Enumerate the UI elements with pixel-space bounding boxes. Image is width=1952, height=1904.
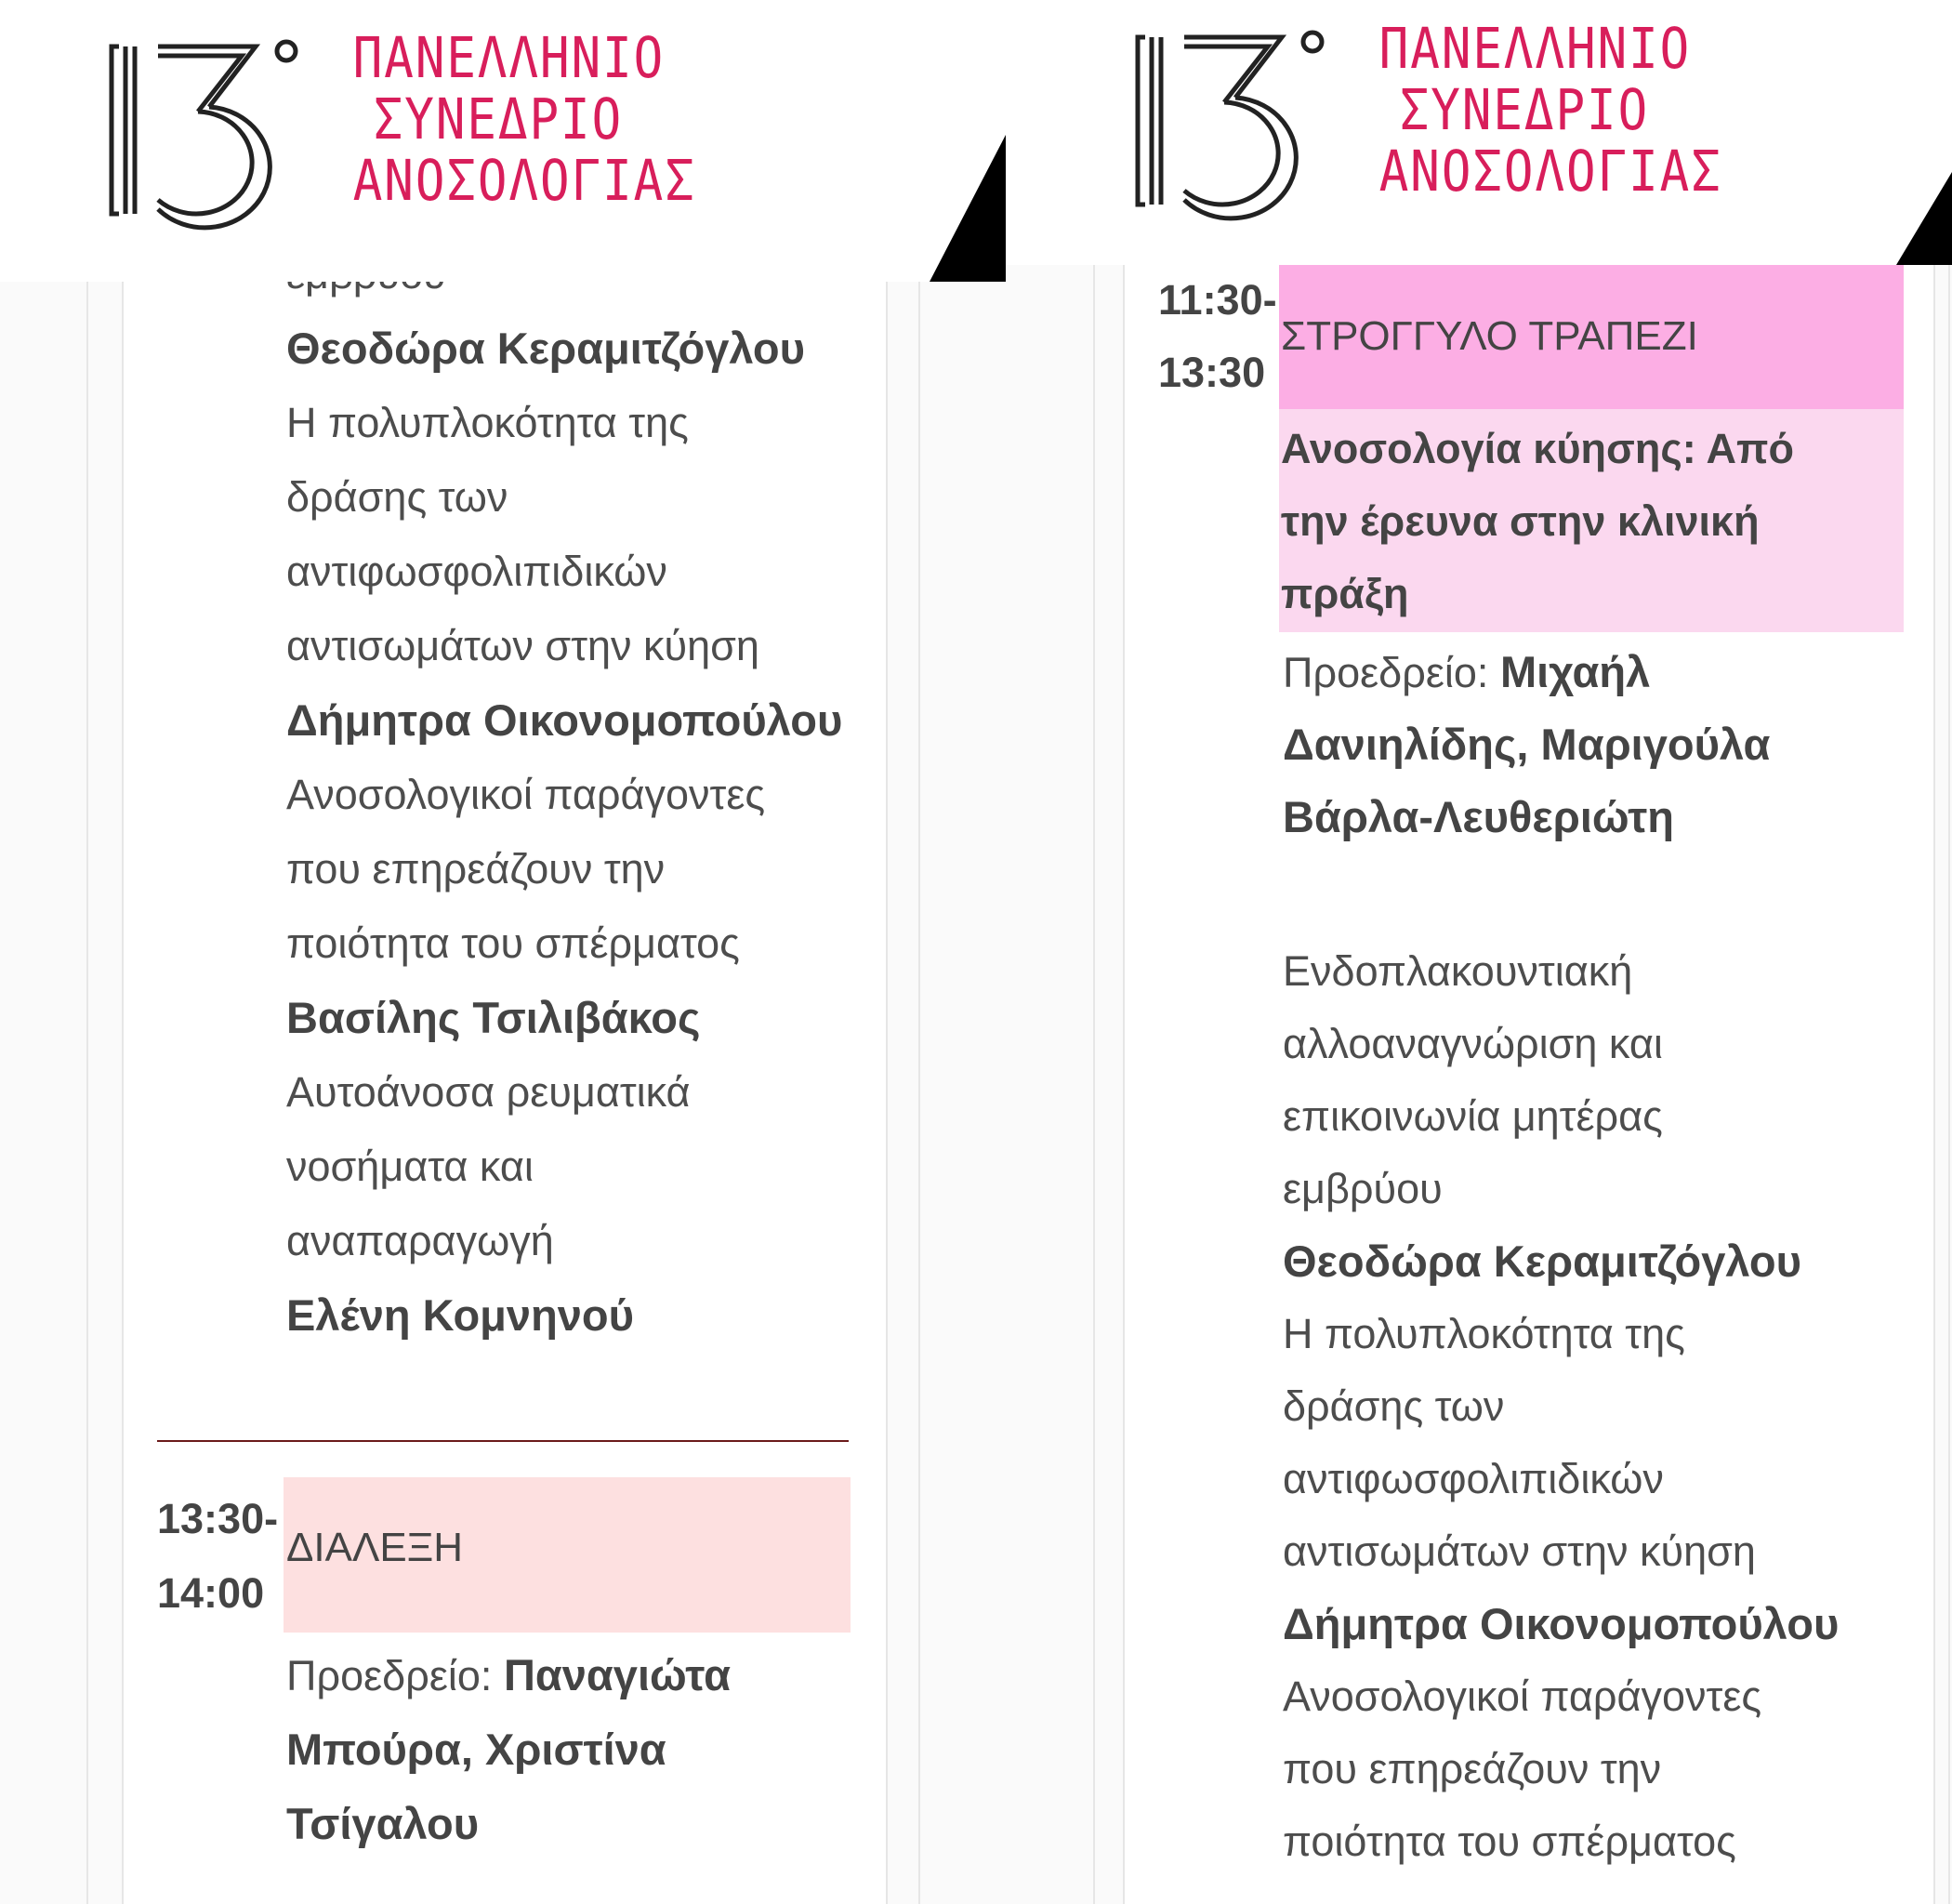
talk-title-line: αντιφωσφολιπιδικών [1283, 1455, 1664, 1502]
talk-title-line: νοσήματα και [286, 1143, 534, 1190]
right-screenshot-panel [1006, 0, 1952, 1904]
talk-title-line: επικοινωνία μητέρας [1283, 1092, 1663, 1140]
chair-label: Προεδρείο: [286, 1652, 493, 1699]
logo-line: ΣΥΝΕΔΡΙΟ [373, 87, 623, 152]
talk-title-line: Ενδοπλακουντιακή [1283, 947, 1633, 995]
talk-title-line: Ανοσολογικοί παράγοντες [286, 771, 766, 818]
session-subtitle: πράξη [1281, 570, 1409, 617]
corner-triangle-decoration [1896, 172, 1952, 265]
logo-line: ΑΝΟΣΟΛΟΓΙΑΣ [352, 149, 696, 214]
logo-line: ΣΥΝΕΔΡΙΟ [1399, 78, 1649, 143]
session-subtitle: την έρευνα στην κλινική [1281, 497, 1760, 545]
chair-names: Βάρλα-Λευθεριώτη [1283, 792, 1674, 841]
talk-title-line: αναπαραγωγή [286, 1217, 554, 1264]
session-time-end: 14:00 [157, 1569, 265, 1617]
logo-number-icon [1119, 9, 1333, 223]
session-title: ΣΤΡΟΓΓΥΛΟ ΤΡΑΠΕΖΙ [1281, 313, 1698, 359]
session-time-start: 11:30- [1158, 276, 1277, 324]
logo-line: ΠΑΝΕΛΛΗΝΙΟ [1378, 17, 1692, 82]
logo-line: ΠΑΝΕΛΛΗΝΙΟ [352, 26, 666, 91]
corner-triangle-decoration [930, 135, 1006, 282]
talk-title-line: ποιότητα του σπέρματος [286, 919, 740, 967]
speaker-name: Ελένη Κομνηνού [286, 1290, 634, 1340]
chair-names: Δανιηλίδης, Μαριγούλα [1283, 720, 1771, 769]
logo-number-icon [93, 19, 307, 232]
talk-title-line: αλλοαναγνώριση και [1283, 1020, 1663, 1067]
chair-name: Μιχαήλ [1499, 647, 1651, 696]
talk-title-line: Αυτοάνοσα ρευματικά [286, 1068, 691, 1116]
chair-name: Παναγιώτα [503, 1650, 731, 1699]
talk-title-line: Η πολυπλοκότητα της [286, 399, 689, 446]
logo-line: ΑΝΟΣΟΛΟΓΙΑΣ [1378, 139, 1722, 205]
talk-title-line: Η πολυπλοκότητα της [1283, 1310, 1685, 1357]
conference-header [1006, 0, 1952, 265]
logo-wordmark [316, 26, 696, 214]
session-title-band [1279, 264, 1904, 409]
chair-line [1283, 635, 1650, 710]
session-time-end: 13:30 [1158, 349, 1266, 396]
talk-title-line: εμβρύου [1283, 1165, 1443, 1212]
talk-title-line: που επηρεάζουν την [1283, 1745, 1662, 1792]
talk-title-line: ποιότητα του σπέρματος [1283, 1818, 1736, 1865]
page-border-right [918, 0, 920, 1904]
chair-names: Τσίγαλου [286, 1799, 480, 1848]
talk-title-line: Ανοσολογικοί παράγοντες [1283, 1673, 1762, 1720]
session-subtitle: Ανοσολογία κύησης: Από [1281, 425, 1794, 472]
speaker-name: Δήμητρα Οικονομοπούλου [1283, 1599, 1840, 1648]
conference-header [0, 0, 1006, 282]
chair-label: Προεδρείο: [1283, 649, 1489, 696]
session-subtitle-band [1279, 409, 1904, 632]
talk-title-line: που επηρεάζουν την [286, 845, 666, 892]
speaker-name: Δήμητρα Οικονομοπούλου [286, 695, 843, 745]
session-divider [157, 1440, 849, 1442]
session-time-start: 13:30- [157, 1495, 279, 1542]
page-border-left [86, 0, 88, 1904]
talk-title-line: αντιφωσφολιπιδικών [286, 548, 667, 595]
talk-title-line: δράσης των [286, 473, 508, 521]
session-title-band [284, 1477, 851, 1633]
talk-title-line: δράσης των [1283, 1382, 1505, 1430]
logo-wordmark [1342, 17, 1722, 205]
chair-line [286, 1638, 731, 1713]
speaker-name: Θεοδώρα Κεραμιτζόγλου [1283, 1236, 1801, 1286]
speaker-name: Θεοδώρα Κεραμιτζόγλου [286, 324, 805, 373]
talk-title-line: αντισωμάτων στην κύηση [286, 622, 759, 669]
speaker-name: Βασίλης Τσιλιβάκος [286, 993, 701, 1042]
session-title: ΔΙΑΛΕΞΗ [286, 1525, 464, 1570]
page-border-left [1093, 0, 1095, 1904]
talk-title-line: αντισωμάτων στην κύηση [1283, 1527, 1756, 1575]
chair-names: Μπούρα, Χριστίνα [286, 1725, 666, 1774]
page-border-right [1948, 0, 1950, 1904]
